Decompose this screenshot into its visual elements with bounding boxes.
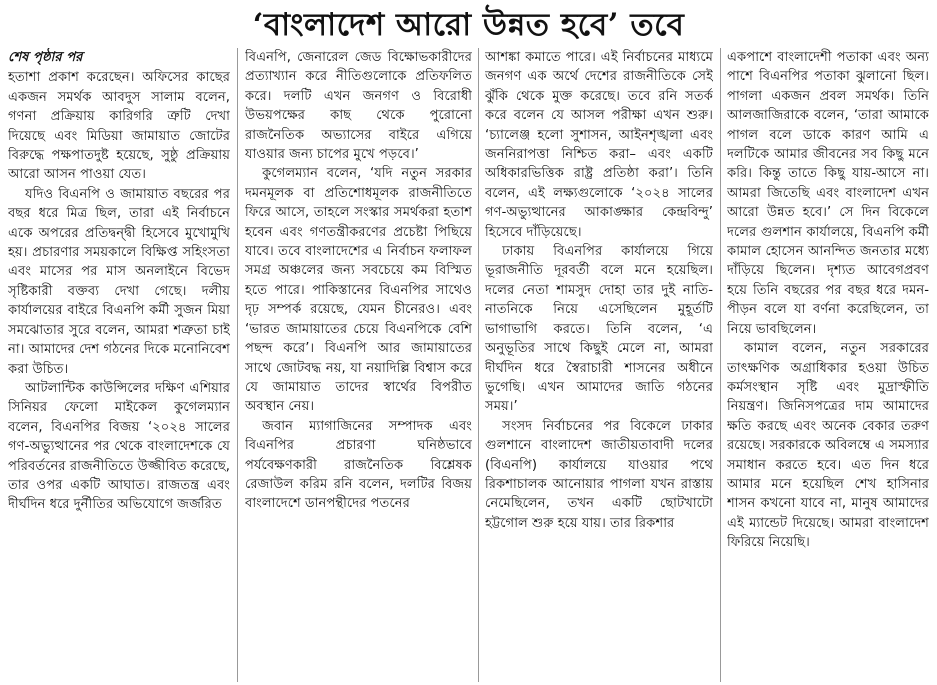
paragraph: ঢাকায় বিএনপির কার্যালয়ে গিয়ে ভূরাজনীতি দূরবর্তী বলে মনে হয়েছিল। দলের নেতা শামসুদ দোহা তার দুই নাতি-নাতনিকে নিয়ে এসেছিলেন মুহূর্তটি ভাগাভাগি করতে। তিনি বলেন, ‘এ অনুভূতির সাথে কিছুই মেলে না, আমরা দীর্ঘদিন ধরে স্বৈরাচারী শাসনের অধীনে ভুগেছি। এখন আমাদের জাতি গঠনের সময়।’ <box>485 244 713 415</box>
paragraph: কুগেলম্যান বলেন, ‘যদি নতুন সরকার দমনমূলক বা প্রতিশোধমূলক রাজনীতিতে ফিরে আসে, তাহলে সংস্কার সমর্থকরা হতাশ হবেন এবং গণতন্ত্রীকরণের প্রচেষ্টা পিছিয়ে যাবে। তবে বাংলাদেশের এ নির্বাচন ফলাফল সমগ্র অঞ্চলের জন্য সবচেয়ে কম বিস্মিত হতে পারে। পাকিস্তানের বিএনপির সাথেও দৃঢ় সম্পর্ক রয়েছে, যেমন চীনেরও। এবং ‘ভারত জামায়াতের চেয়ে বিএনপিকে বেশি পছন্দ করে’। বিএনপি আর জামায়াতের সাথে জোটবদ্ধ নয়, যা নয়াদিল্লি বিশ্বাস করে যে জামায়াত তাদের স্বার্থের বিপরীত অবস্থান নেয়। <box>245 166 472 415</box>
continuation-tag: শেষ পৃষ্ঠার পর <box>8 50 83 65</box>
column-divider <box>237 48 238 682</box>
paragraph: বিএনপি, জেনারেল জেড বিক্ষোভকারীদের প্রত্যাখ্যান করে নীতিগুলোকে প্রতিফলিত করে। দলটি এখন জনগণ ও বিরোধী উভয়পক্ষের কাছ থেকে পুরোনো রাজনৈতিক অভ্যাসের বাইরে এগিয়ে যাওয়ার জন্য চাপের মুখে পড়বে।’ <box>245 50 472 163</box>
paragraph: আশঙ্কা কমাতে পারে। এই নির্বাচনের মাধ্যমে জনগণ এক অর্থে দেশের রাজনীতিকে সেই ঝুঁকি থেকে মুক্ত করেছে। তবে রনি সতর্ক করে বলেন যে আসল পরীক্ষা এখন শুরু। ‘চ্যালেঞ্জ হলো সুশাসন, আইনশৃঙ্খলা এবং জননিরাপত্তা নিশ্চিত করা– এবং একটি অধিকারভিত্তিক রাষ্ট্র প্রতিষ্ঠা করা’। তিনি বলেন, এই লক্ষ্যগুলোকে ‘২০২৪ সালের গণ-অভ্যুত্থানের আকাঙ্ক্ষার কেন্দ্রবিন্দু’ হিসেবে দাঁড়িয়েছে। <box>485 50 713 240</box>
column-divider <box>720 48 721 682</box>
headline: ‘বাংলাদেশ আরো উন্নত হবে’ তবে <box>252 7 685 43</box>
paragraph: কামাল বলেন, নতুন সরকারের তাৎক্ষণিক অগ্রাধিকার হওয়া উচিত কর্মসংস্থান সৃষ্টি এবং মুদ্রাস্ফীতি নিয়ন্ত্রণ। জিনিসপত্রের দাম আমাদের ক্ষতি করছে এবং অনেক বেকার তরুণ রয়েছে। সরকারকে অবিলম্বে এ সমস্যার সমাধান করতে হবে। এত দিন ধরে আমার মনে হয়েছিল শেখ হাসিনার শাসন কখনো যাবে না, মানুষ আমাদের এই ম্যান্ডেট দিয়েছে। আমরা বাংলাদেশ ফিরিয়ে নিয়েছি। <box>727 341 929 551</box>
paragraph: জবান ম্যাগাজিনের সম্পাদক এবং বিএনপির প্রচারণা ঘনিষ্ঠভাবে পর্যবেক্ষণকারী রাজনৈতিক বিশ্লেষক রেজাউল করিম রনি বলেন, দলটির বিজয় বাংলাদেশে ডানপন্থীদের পতনের <box>245 418 472 512</box>
paragraph: আটলান্টিক কাউন্সিলের দক্ষিণ এশিয়ার সিনিয়র ফেলো মাইকেল কুগেলম্যান বলেন, বিএনপির বিজয় ‘২০২৪ সালের গণ-অভ্যুত্থানের পর থেকে বাংলাদেশকে যে পরিবর্তনের রাজনীতিতে উজ্জীবিত করেছে, তার ওপর একটি আঘাত। রাজতন্ত্র এবং দীর্ঘদিন ধরে দুর্নীতির অভিযোগে জর্জরিত <box>8 380 230 513</box>
column-2 <box>245 48 472 682</box>
column-3 <box>485 48 713 682</box>
column-4 <box>727 48 929 682</box>
column-divider <box>478 48 479 682</box>
paragraph: হতাশা প্রকাশ করেছেন। অফিসের কাছের একজন সমর্থক আবদুস সালাম বলেন, গণনা প্রক্রিয়ায় কারিগরি ত্রুটি দেখা দিয়েছে এবং মিডিয়া জামায়াত জোটের বিরুদ্ধে পক্ষপাতদুষ্ট হয়েছে, সুষ্ঠু প্রক্রিয়ায় আরো আসন পাওয়া যেত। <box>8 70 230 183</box>
paragraph: একপাশে বাংলাদেশী পতাকা এবং অন্য পাশে বিএনপির পতাকা ঝুলানো ছিল। পাগলা একজন প্রবল সমর্থক। তিনি আলজাজিরাকে বলেন, ‘তারা আমাকে পাগল বলে ডাকে কারণ আমি এ দলটিকে আমার জীবনের সব কিছু মনে করি। কিন্তু তাতে কিছু যায়-আসে না। আমরা জিতেছি এবং বাংলাদেশ এখন আরো উন্নত হবে।’ সে দিন বিকেলে দলের গুলশান কার্যালয়ে, বিএনপি কর্মী কামাল হোসেন আনন্দিত জনতার মধ্যে দাঁড়িয়ে ছিলেন। দৃশ্যত আবেগপ্রবণ হয়ে তিনি বছরের পর বছর ধরে দমন-পীড়ন বলে যা বর্ণনা করেছিলেন, তা নিয়ে ভাবছিলেন। <box>727 50 929 337</box>
paragraph: সংসদ নির্বাচনের পর বিকেলে ঢাকার গুলশানে বাংলাদেশ জাতীয়তাবাদী দলের (বিএনপি) কার্যালয়ে যাওয়ার পথে রিকশাচালক আনোয়ার পাগলা যখন রাস্তায় নেমেছিলেন, তখন একটি ছোটখাটো হট্টগোল শুরু হয়ে যায়। তার রিকশার <box>485 418 713 531</box>
column-1 <box>8 48 230 682</box>
paragraph: যদিও বিএনপি ও জামায়াত বছরের পর বছর ধরে মিত্র ছিল, তারা এই নির্বাচনে একে অপরের প্রতিদ্বন্দ্বী হিসেবে মুখোমুখি হয়। প্রচারণার সময়কালে বিক্ষিপ্ত সহিংসতা এবং মাসের পর মাস অনলাইনে বিভেদ সৃষ্টিকারী বক্তব্য দেখা গেছে। দলীয় কার্যালয়ের বাইরে বিএনপি কর্মী সুজন মিয়া সমঝোতার সুরে বলেন, আমরা শত্রুতা চাই না। আমাদের দেশ গঠনের দিকে মনোনিবেশ করা উচিত। <box>8 186 230 377</box>
article-body <box>8 48 929 682</box>
